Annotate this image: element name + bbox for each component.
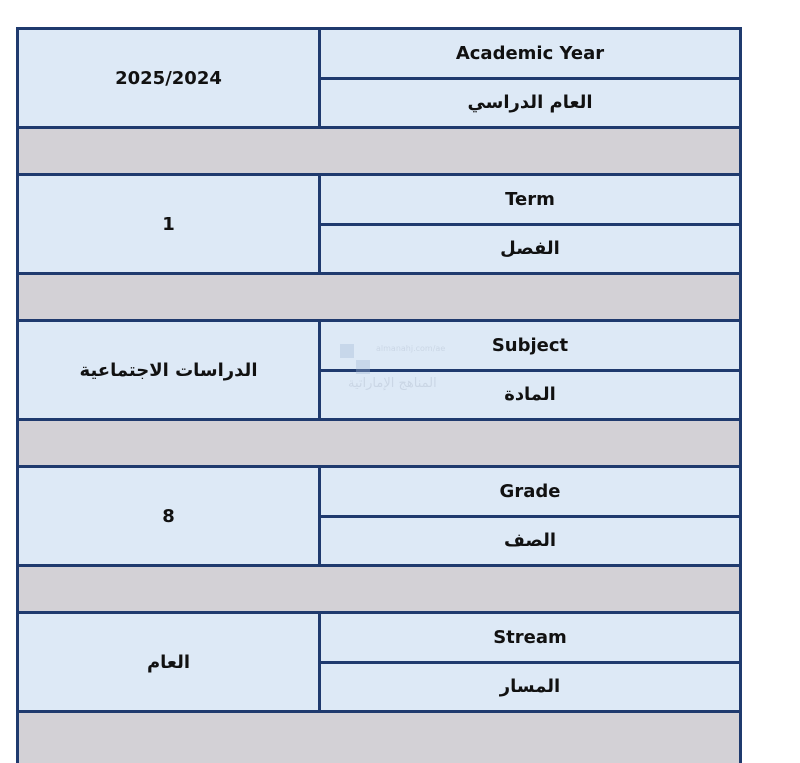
spacer-row bbox=[16, 418, 742, 465]
stream-label-en: Stream bbox=[321, 614, 739, 664]
academic-year-value: 2025/2024 bbox=[19, 30, 321, 126]
spacer-row bbox=[16, 710, 742, 763]
subject-label-en: Subject bbox=[321, 322, 739, 372]
watermark-square-icon bbox=[340, 344, 354, 358]
grade-labels bbox=[321, 468, 739, 564]
watermark-logo bbox=[340, 340, 460, 400]
academic-year-label-en: Academic Year bbox=[321, 30, 739, 80]
spacer-row bbox=[16, 272, 742, 319]
stream-labels bbox=[321, 614, 739, 710]
spacer-row bbox=[16, 126, 742, 173]
watermark-url: almanahj.com/ae bbox=[376, 344, 446, 353]
term-label-ar: الفصل bbox=[500, 238, 560, 260]
watermark-square-icon bbox=[356, 360, 370, 374]
academic-year-labels bbox=[321, 30, 739, 126]
subject-label-ar: المادة bbox=[504, 384, 556, 406]
academic-year-label-ar: العام الدراسي bbox=[467, 92, 593, 114]
term-label-en: Term bbox=[321, 176, 739, 226]
row-academic-year bbox=[16, 27, 742, 126]
grade-label-ar: الصف bbox=[503, 530, 557, 552]
row-term bbox=[16, 173, 742, 272]
grade-label-en: Grade bbox=[321, 468, 739, 518]
row-stream bbox=[16, 611, 742, 710]
row-grade bbox=[16, 465, 742, 564]
subject-value: الدراسات الاجتماعية bbox=[19, 322, 321, 418]
watermark-text: المناهج الإماراتية bbox=[348, 376, 437, 391]
stream-value: العام bbox=[19, 614, 321, 710]
term-value: 1 bbox=[19, 176, 321, 272]
stream-label-ar: المسار bbox=[499, 676, 561, 698]
spacer-row bbox=[16, 564, 742, 611]
grade-value: 8 bbox=[19, 468, 321, 564]
term-labels bbox=[321, 176, 739, 272]
